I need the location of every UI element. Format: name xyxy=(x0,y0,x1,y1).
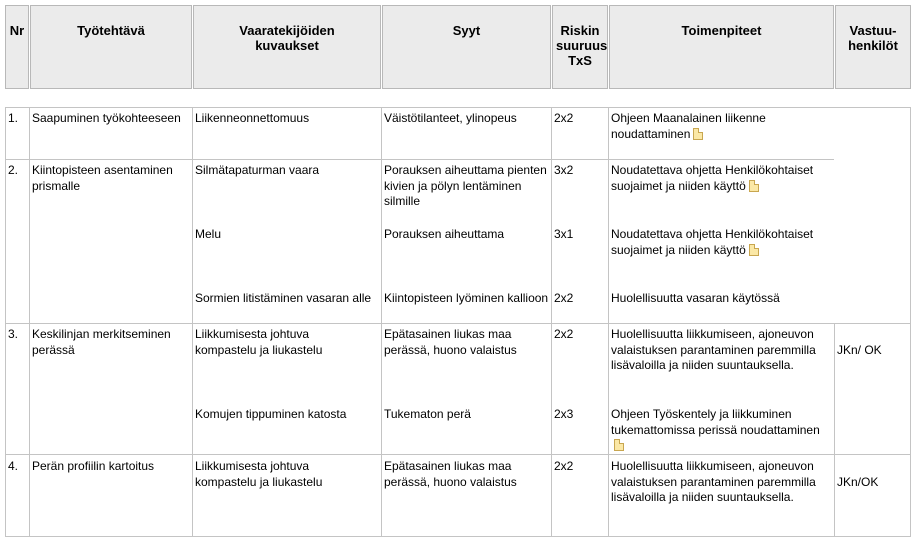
row-cause: Porauksen aiheuttama xyxy=(384,227,505,241)
document-icon[interactable] xyxy=(749,180,759,192)
row-measure: Huolellisuutta vasaran käytössä xyxy=(611,291,780,305)
header-hazard-label: Vaaratekijöiden kuvaukset xyxy=(239,23,335,53)
row-hazard: Komujen tippuminen katosta xyxy=(195,407,347,421)
row-measure-text: Noudatettava ohjetta Henkilökohtaiset suojaimet ja niiden käyttö xyxy=(611,227,814,257)
row-cause: Tukematon perä xyxy=(384,407,471,421)
row-task: Keskilinjan merkitseminen perässä xyxy=(32,327,171,357)
document-icon[interactable] xyxy=(614,439,624,451)
row-risk: 2x2 xyxy=(554,111,574,125)
row-nr: 1. xyxy=(8,111,19,125)
col-divider xyxy=(910,107,911,537)
row-divider xyxy=(5,159,834,160)
header-measures-label: Toimenpiteet xyxy=(681,23,762,38)
header-hazard xyxy=(193,5,381,89)
row-divider xyxy=(5,536,911,537)
header-responsible-label: Vastuu-henkilöt xyxy=(848,23,898,53)
row-nr: 3. xyxy=(8,327,19,341)
row-risk: 2x2 xyxy=(554,327,574,341)
header-measures xyxy=(609,5,834,89)
header-nr xyxy=(5,5,29,89)
row-risk: 2x2 xyxy=(554,459,574,473)
row-responsible: JKn/ OK xyxy=(837,343,882,357)
row-hazard: Melu xyxy=(195,227,222,241)
document-icon[interactable] xyxy=(693,128,703,140)
row-measure-text: Ohjeen Työskentely ja liikkuminen tukemattomissa perissä noudattaminen xyxy=(611,407,820,437)
row-hazard: Liikkumisesta johtuva kompastelu ja liukastelu xyxy=(195,459,323,489)
row-cause: Kiintopisteen lyöminen kallioon xyxy=(384,291,549,305)
row-responsible: JKn/OK xyxy=(837,475,879,489)
row-nr: 2. xyxy=(8,163,19,177)
row-risk: 3x2 xyxy=(554,163,574,177)
header-nr-label: Nr xyxy=(9,23,25,38)
row-measure xyxy=(609,163,829,194)
row-hazard: Liikenneonnettomuus xyxy=(195,111,310,125)
row-measure: Huolellisuutta liikkumiseen, ajoneuvon valaistuksen parantaminen paremmilla lisävaloilla ja niiden suuntauksella. xyxy=(611,327,816,372)
row-hazard: Sormien litistäminen vasaran alle xyxy=(195,291,372,305)
header-risk xyxy=(552,5,608,89)
document-icon[interactable] xyxy=(749,244,759,256)
row-risk: 2x2 xyxy=(554,291,574,305)
row-nr: 4. xyxy=(8,459,19,473)
row-cause: Epätasainen liukas maa perässä, huono valaistus xyxy=(384,459,517,489)
row-measure xyxy=(609,227,829,258)
row-cause: Epätasainen liukas maa perässä, huono valaistus xyxy=(384,327,517,357)
row-hazard: Silmätapaturman vaara xyxy=(195,163,320,177)
row-measure xyxy=(609,407,824,454)
header-cause-label: Syyt xyxy=(452,23,481,38)
row-divider xyxy=(5,323,911,324)
row-task: Perän profiilin kartoitus xyxy=(32,459,155,473)
row-measure: Huolellisuutta liikkumiseen, ajoneuvon valaistuksen parantaminen paremmilla lisävaloilla ja niiden suuntauksella. xyxy=(611,459,816,504)
row-divider xyxy=(5,107,911,108)
row-task: Saapuminen työkohteeseen xyxy=(32,111,181,125)
row-divider xyxy=(5,454,911,455)
row-hazard: Liikkumisesta johtuva kompastelu ja liukastelu xyxy=(195,327,323,357)
row-measure xyxy=(609,111,834,142)
row-measure-text: Noudatettava ohjetta Henkilökohtaiset suojaimet ja niiden käyttö xyxy=(611,163,814,193)
row-measure-text: Ohjeen Maanalainen liikenne noudattaminen xyxy=(611,111,766,141)
header-cause xyxy=(382,5,551,89)
row-cause: Väistötilanteet, ylinopeus xyxy=(384,111,517,125)
row-risk: 2x3 xyxy=(554,407,574,421)
header-task xyxy=(30,5,192,89)
header-task-label: Työtehtävä xyxy=(77,23,145,38)
row-task: Kiintopisteen asentaminen prismalle xyxy=(32,163,173,193)
row-cause: Porauksen aiheuttama pienten kivien ja pölyn lentäminen silmille xyxy=(384,163,547,208)
header-responsible xyxy=(835,5,911,89)
row-risk: 3x1 xyxy=(554,227,574,241)
header-risk-label: Riskin suuruus TxS xyxy=(556,23,608,68)
